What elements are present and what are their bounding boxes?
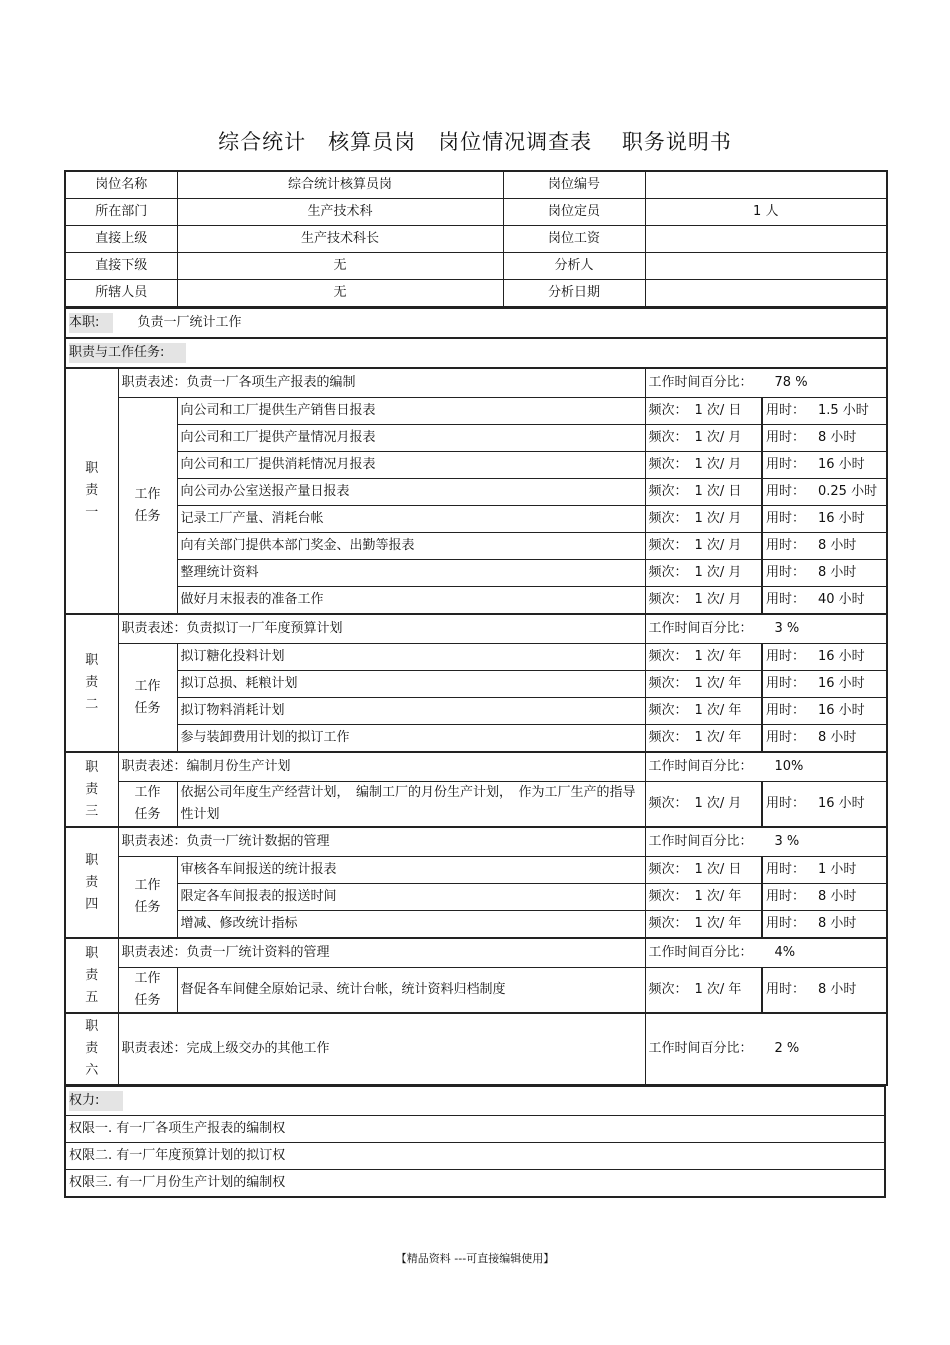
frequency-label: 频次： xyxy=(648,889,688,904)
frequency-label: 频次： xyxy=(648,982,688,997)
task-time xyxy=(762,506,887,533)
task-text: 依据公司年度生产经营计划， 编制工厂的月份生产计划， 作为工厂生产的指导性计划 xyxy=(177,782,645,828)
task-row xyxy=(65,644,887,671)
power-row xyxy=(65,1116,885,1143)
task-row xyxy=(65,911,887,939)
task-frequency xyxy=(645,533,762,560)
time-value: 8 小时 xyxy=(818,538,857,553)
task-label: 工作 任务 xyxy=(118,782,177,828)
info-row xyxy=(65,199,887,226)
task-time xyxy=(762,452,887,479)
benzhi-row xyxy=(65,309,887,339)
task-text: 向公司和工厂提供消耗情况月报表 xyxy=(177,452,645,479)
power-item: 权限二. 有一厂年度预算计划的拟订权 xyxy=(65,1143,885,1170)
power-row xyxy=(65,1170,885,1198)
info-value[interactable]: 无 xyxy=(177,280,503,308)
percent-label: 工作时间百分比： xyxy=(648,375,753,390)
duty-description: 职责表述：编制月份生产计划 xyxy=(118,752,645,782)
duty-label: 职 责 三 xyxy=(65,752,118,827)
benzhi-value: 负责一厂统计工作 xyxy=(137,315,242,330)
task-frequency xyxy=(645,968,762,1014)
task-frequency xyxy=(645,698,762,725)
frequency-value: 1 次/ 日 xyxy=(694,484,742,499)
task-frequency xyxy=(645,506,762,533)
task-frequency xyxy=(645,644,762,671)
task-time xyxy=(762,884,887,911)
frequency-label: 频次： xyxy=(648,676,688,691)
task-time xyxy=(762,479,887,506)
task-row xyxy=(65,857,887,884)
task-time xyxy=(762,782,887,828)
powers-table xyxy=(64,1086,886,1198)
frequency-value: 1 次/ 月 xyxy=(694,592,742,607)
frequency-label: 频次： xyxy=(648,484,688,499)
percent-label: 工作时间百分比： xyxy=(648,759,753,774)
duty-description: 职责表述：完成上级交办的其他工作 xyxy=(118,1013,645,1085)
duties-header: 职责与工作任务: xyxy=(69,343,186,363)
info-value[interactable] xyxy=(645,253,887,280)
time-label: 用时： xyxy=(766,511,806,526)
percent-value: 3 % xyxy=(774,621,800,636)
duty-desc-row xyxy=(65,752,887,782)
power-header: 权力: xyxy=(69,1091,123,1111)
task-row xyxy=(65,506,887,533)
task-row xyxy=(65,479,887,506)
task-text: 限定各车间报表的报送时间 xyxy=(177,884,645,911)
task-frequency xyxy=(645,725,762,753)
percent-value: 78 % xyxy=(774,375,808,390)
info-row xyxy=(65,171,887,199)
duty-description: 职责表述：负责一厂各项生产报表的编制 xyxy=(118,368,645,398)
task-text: 向有关部门提供本部门奖金、出勤等报表 xyxy=(177,533,645,560)
task-label: 工作 任务 xyxy=(118,857,177,939)
duty-six-row xyxy=(65,1013,887,1085)
task-row xyxy=(65,698,887,725)
duty-time-percent xyxy=(645,1013,887,1085)
frequency-label: 频次： xyxy=(648,649,688,664)
percent-value: 3 % xyxy=(774,834,800,849)
time-value: 16 小时 xyxy=(818,511,865,526)
info-label: 直接下级 xyxy=(65,253,177,280)
frequency-value: 1 次/ 年 xyxy=(694,703,742,718)
task-time xyxy=(762,533,887,560)
info-label: 岗位编号 xyxy=(503,171,645,199)
frequency-value: 1 次/ 月 xyxy=(694,457,742,472)
task-time xyxy=(762,857,887,884)
duty-label: 职 责 五 xyxy=(65,938,118,1013)
info-value[interactable] xyxy=(645,171,887,199)
task-row xyxy=(65,968,887,1014)
task-frequency xyxy=(645,587,762,615)
time-value: 1.5 小时 xyxy=(818,403,869,418)
power-item: 权限一. 有一厂各项生产报表的编制权 xyxy=(65,1116,885,1143)
info-value[interactable] xyxy=(645,280,887,308)
time-label: 用时： xyxy=(766,796,806,811)
info-label: 分析日期 xyxy=(503,280,645,308)
time-label: 用时： xyxy=(766,484,806,499)
frequency-label: 频次： xyxy=(648,862,688,877)
time-label: 用时： xyxy=(766,676,806,691)
task-row xyxy=(65,425,887,452)
duties-header-row xyxy=(65,338,887,368)
task-time xyxy=(762,587,887,615)
power-row xyxy=(65,1143,885,1170)
task-text: 督促各车间健全原始记录、统计台帐，统计资料归档制度 xyxy=(177,968,645,1014)
frequency-label: 频次： xyxy=(648,430,688,445)
task-frequency xyxy=(645,425,762,452)
info-label: 所在部门 xyxy=(65,199,177,226)
frequency-label: 频次： xyxy=(648,730,688,745)
frequency-value: 1 次/ 日 xyxy=(694,862,742,877)
time-label: 用时： xyxy=(766,565,806,580)
info-value[interactable] xyxy=(645,226,887,253)
task-text: 增减、修改统计指标 xyxy=(177,911,645,939)
duty-desc-row xyxy=(65,368,887,398)
task-row xyxy=(65,725,887,753)
time-label: 用时： xyxy=(766,592,806,607)
info-value[interactable]: 生产技术科 xyxy=(177,199,503,226)
time-value: 8 小时 xyxy=(818,430,857,445)
time-label: 用时： xyxy=(766,457,806,472)
percent-value: 2 % xyxy=(774,1041,800,1056)
time-value: 8 小时 xyxy=(818,565,857,580)
task-frequency xyxy=(645,479,762,506)
task-row xyxy=(65,533,887,560)
task-text: 审核各车间报送的统计报表 xyxy=(177,857,645,884)
frequency-value: 1 次/ 年 xyxy=(694,649,742,664)
duty-time-percent xyxy=(645,938,887,968)
page-title: 综合统计 核算员岗 岗位情况调查表 职务说明书 xyxy=(218,130,732,154)
task-row xyxy=(65,587,887,615)
duty-desc-row xyxy=(65,614,887,644)
task-frequency xyxy=(645,782,762,828)
task-text: 参与装卸费用计划的拟订工作 xyxy=(177,725,645,753)
task-text: 向公司和工厂提供产量情况月报表 xyxy=(177,425,645,452)
duty-description: 职责表述：负责一厂统计资料的管理 xyxy=(118,938,645,968)
time-value: 16 小时 xyxy=(818,796,865,811)
frequency-label: 频次： xyxy=(648,457,688,472)
time-label: 用时： xyxy=(766,538,806,553)
duty-label: 职 责 四 xyxy=(65,827,118,938)
task-frequency xyxy=(645,911,762,939)
benzhi-label: 本职: xyxy=(69,313,113,333)
job-description-form xyxy=(64,170,886,1198)
task-frequency xyxy=(645,884,762,911)
percent-label: 工作时间百分比： xyxy=(648,834,753,849)
task-text: 拟订物料消耗计划 xyxy=(177,698,645,725)
frequency-value: 1 次/ 月 xyxy=(694,511,742,526)
percent-value: 4% xyxy=(774,945,796,960)
info-label: 直接上级 xyxy=(65,226,177,253)
time-value: 40 小时 xyxy=(818,592,865,607)
frequency-label: 频次： xyxy=(648,511,688,526)
frequency-label: 频次： xyxy=(648,565,688,580)
duty-label: 职 责 六 xyxy=(65,1013,118,1085)
frequency-value: 1 次/ 年 xyxy=(694,676,742,691)
duty-time-percent xyxy=(645,827,887,857)
task-time xyxy=(762,968,887,1014)
power-item: 权限三. 有一厂月份生产计划的编制权 xyxy=(65,1170,885,1198)
time-label: 用时： xyxy=(766,982,806,997)
task-time xyxy=(762,560,887,587)
frequency-value: 1 次/ 月 xyxy=(694,538,742,553)
task-time xyxy=(762,698,887,725)
task-time xyxy=(762,671,887,698)
info-label: 分析人 xyxy=(503,253,645,280)
percent-label: 工作时间百分比： xyxy=(648,1041,753,1056)
task-text: 拟订糖化投料计划 xyxy=(177,644,645,671)
time-value: 8 小时 xyxy=(818,889,857,904)
task-time xyxy=(762,398,887,425)
task-frequency xyxy=(645,857,762,884)
time-label: 用时： xyxy=(766,649,806,664)
percent-value: 10% xyxy=(774,759,804,774)
task-text: 拟订总损、耗粮计划 xyxy=(177,671,645,698)
frequency-value: 1 次/ 月 xyxy=(694,430,742,445)
task-row xyxy=(65,452,887,479)
info-label: 岗位定员 xyxy=(503,199,645,226)
time-value: 16 小时 xyxy=(818,703,865,718)
time-label: 用时： xyxy=(766,862,806,877)
task-row xyxy=(65,671,887,698)
time-value: 16 小时 xyxy=(818,676,865,691)
task-text: 整理统计资料 xyxy=(177,560,645,587)
info-row xyxy=(65,280,887,308)
time-value: 8 小时 xyxy=(818,730,857,745)
frequency-value: 1 次/ 年 xyxy=(694,916,742,931)
info-label: 岗位名称 xyxy=(65,171,177,199)
time-value: 16 小时 xyxy=(818,457,865,472)
time-value: 8 小时 xyxy=(818,916,857,931)
page-footer: 【精品资料 ---可直接编辑使用】 xyxy=(395,1252,555,1265)
time-label: 用时： xyxy=(766,916,806,931)
time-value: 16 小时 xyxy=(818,649,865,664)
task-text: 向公司和工厂提供生产销售日报表 xyxy=(177,398,645,425)
frequency-label: 频次： xyxy=(648,592,688,607)
time-value: 1 小时 xyxy=(818,862,857,877)
task-time xyxy=(762,911,887,939)
time-value: 8 小时 xyxy=(818,982,857,997)
task-time xyxy=(762,644,887,671)
info-value[interactable]: 无 xyxy=(177,253,503,280)
duty-time-percent xyxy=(645,368,887,398)
task-row xyxy=(65,560,887,587)
task-frequency xyxy=(645,452,762,479)
info-row xyxy=(65,253,887,280)
basic-info-table xyxy=(64,170,888,308)
info-label: 岗位工资 xyxy=(503,226,645,253)
task-label: 工作 任务 xyxy=(118,968,177,1014)
info-label: 所辖人员 xyxy=(65,280,177,308)
power-header-row xyxy=(65,1087,885,1116)
frequency-value: 1 次/ 年 xyxy=(694,889,742,904)
duty-desc-row xyxy=(65,827,887,857)
frequency-value: 1 次/ 月 xyxy=(694,796,742,811)
task-frequency xyxy=(645,560,762,587)
frequency-label: 频次： xyxy=(648,403,688,418)
duty-time-percent xyxy=(645,752,887,782)
task-frequency xyxy=(645,398,762,425)
duty-description: 职责表述：负责拟订一厂年度预算计划 xyxy=(118,614,645,644)
frequency-value: 1 次/ 日 xyxy=(694,403,742,418)
time-label: 用时： xyxy=(766,889,806,904)
frequency-label: 频次： xyxy=(648,703,688,718)
time-label: 用时： xyxy=(766,730,806,745)
frequency-value: 1 次/ 年 xyxy=(694,730,742,745)
duties-table xyxy=(64,308,888,1086)
frequency-label: 频次： xyxy=(648,538,688,553)
duty-label: 职 责 一 xyxy=(65,368,118,614)
task-row xyxy=(65,782,887,828)
percent-label: 工作时间百分比： xyxy=(648,621,753,636)
frequency-label: 频次： xyxy=(648,796,688,811)
time-label: 用时： xyxy=(766,403,806,418)
task-text: 做好月末报表的准备工作 xyxy=(177,587,645,615)
duty-label: 职 责 二 xyxy=(65,614,118,752)
task-label: 工作 任务 xyxy=(118,398,177,615)
duty-time-percent xyxy=(645,614,887,644)
task-text: 记录工厂产量、消耗台帐 xyxy=(177,506,645,533)
duty-desc-row xyxy=(65,938,887,968)
info-value[interactable]: 生产技术科长 xyxy=(177,226,503,253)
task-row xyxy=(65,398,887,425)
duty-description: 职责表述：负责一厂统计数据的管理 xyxy=(118,827,645,857)
task-time xyxy=(762,725,887,753)
time-label: 用时： xyxy=(766,430,806,445)
time-label: 用时： xyxy=(766,703,806,718)
task-label: 工作 任务 xyxy=(118,644,177,753)
task-frequency xyxy=(645,671,762,698)
time-value: 0.25 小时 xyxy=(818,484,878,499)
frequency-label: 频次： xyxy=(648,916,688,931)
info-row xyxy=(65,226,887,253)
info-value[interactable]: 1 人 xyxy=(645,199,887,226)
task-text: 向公司办公室送报产量日报表 xyxy=(177,479,645,506)
frequency-value: 1 次/ 年 xyxy=(694,982,742,997)
task-time xyxy=(762,425,887,452)
frequency-value: 1 次/ 月 xyxy=(694,565,742,580)
task-row xyxy=(65,884,887,911)
info-value[interactable]: 综合统计核算员岗 xyxy=(177,171,503,199)
percent-label: 工作时间百分比： xyxy=(648,945,753,960)
